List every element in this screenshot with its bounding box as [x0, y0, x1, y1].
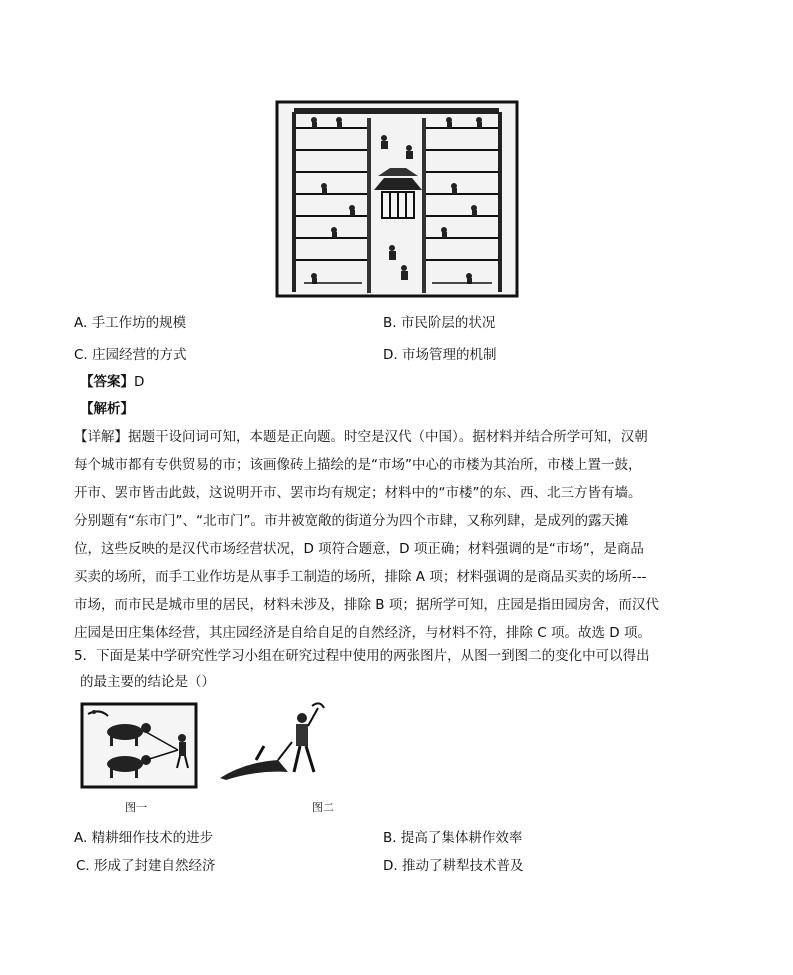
answer-label: 【答案】 — [80, 374, 134, 390]
q5-option-d: D. 推动了耕犁技术普及 — [383, 858, 524, 874]
figure-one-caption: 图一 — [125, 801, 147, 814]
figure-one-image — [80, 702, 198, 789]
detail-line: 每个城市都有专供贸易的市；该画像砖上描绘的是“市场”中心的市楼为其治所，市楼上置一鼓， — [74, 457, 642, 473]
figure-two-image — [216, 702, 326, 782]
q4-option-a: A. 手工作坊的规模 — [74, 315, 187, 331]
q4-option-c: C. 庄园经营的方式 — [74, 347, 187, 363]
detail-line: 【详解】据题干设问词可知，本题是正向题。时空是汉代（中国）。据材料并结合所学可知，汉朝 — [74, 429, 648, 445]
answer-value: D — [134, 374, 145, 390]
detail-line: 开市、罢市皆击此鼓，这说明开市、罢市均有规定；材料中的“市楼”的东、西、北三方皆有墙。 — [74, 485, 642, 501]
q5-stem-line2: 的最主要的结论是（） — [80, 674, 215, 690]
q5-stem-line1: 5．下面是某中学研究性学习小组在研究过程中使用的两张图片，从图一到图二的变化中可以得出 — [74, 648, 650, 664]
detail-line: 分别题有“东市门”、“北市门”。市井被宽敞的街道分为四个市肆，又称列肆，是成列的露天摊 — [74, 513, 629, 529]
q4-option-b: B. 市民阶层的状况 — [383, 315, 496, 331]
q5-option-c: C. 形成了封建自然经济 — [76, 858, 216, 874]
detail-line: 位，这些反映的是汉代市场经营状况，D 项符合题意，D 项正确；材料强调的是“市场”，是商品 — [74, 541, 644, 557]
figure-two-caption: 图二 — [312, 801, 334, 814]
q5-option-a: A. 精耕细作技术的进步 — [74, 830, 214, 846]
q5-option-b: B. 提高了集体耕作效率 — [383, 830, 523, 846]
analysis-label: 【解析】 — [80, 401, 134, 417]
market-brick-image — [274, 98, 521, 301]
answer-line — [80, 370, 144, 390]
detail-line: 市场，而市民是城市里的居民，材料未涉及，排除 B 项；据所学可知，庄园是指田园房舍，而汉代 — [74, 597, 659, 613]
detail-line: 庄园是田庄集体经营，其庄园经济是自给自足的自然经济，与材料不符，排除 C 项。故选 D 项。 — [74, 625, 651, 641]
q4-option-d: D. 市场管理的机制 — [383, 347, 497, 363]
detail-line: 买卖的场所，而手工业作坊是从事手工制造的场所，排除 A 项；材料强调的是商品买卖的场所--- — [74, 569, 647, 585]
